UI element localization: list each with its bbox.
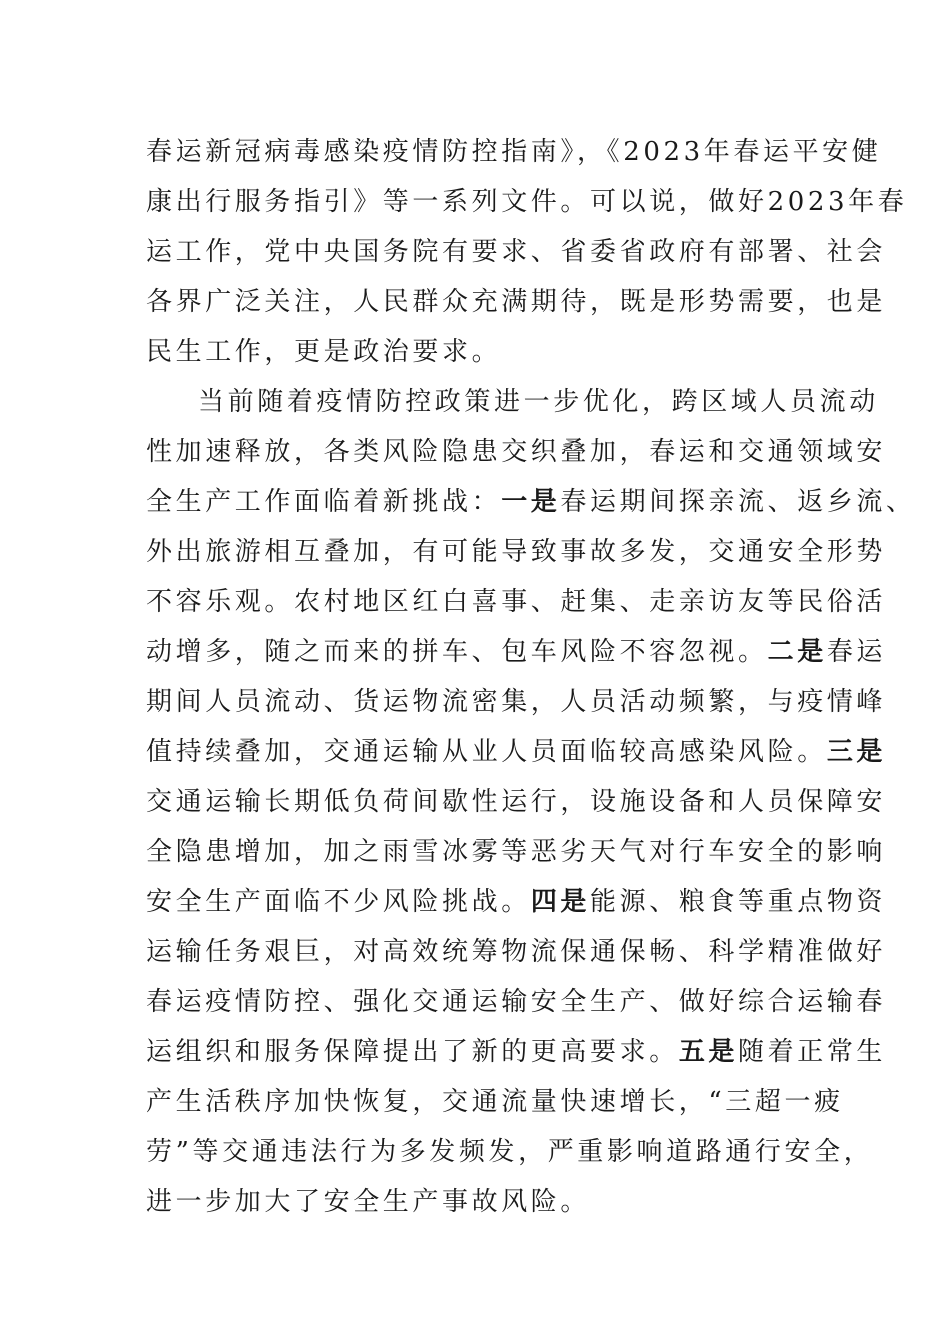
- para1-line3: 运工作，党中央国务院有要求、省委省政府有部署、社会: [146, 237, 887, 267]
- para2-line17: 进一步加大了安全生产事故风险。: [146, 1187, 591, 1217]
- para2-line8-text-a: 值持续叠加，交通运输从业人员面临较高感染风险。: [146, 737, 827, 767]
- point-four-label: 四是: [530, 887, 591, 917]
- para2-line10: 全隐患增加，加之雨雪冰雾等恶劣天气对行车安全的影响: [146, 837, 887, 867]
- point-three-label: 三是: [826, 737, 887, 767]
- point-five-label: 五是: [678, 1037, 739, 1067]
- para2-line3-text-a: 全生产工作面临着新挑战：: [146, 487, 502, 517]
- para2-line7: 期间人员流动、货运物流密集，人员活动频繁，与疫情峰: [146, 687, 887, 717]
- point-two-label: 二是: [767, 637, 827, 667]
- para2-line11-text-a: 安全生产面临不少风险挑战。: [146, 887, 531, 917]
- para2-line6-text-a: 动增多，随之而来的拼车、包车风险不容忽视。: [146, 637, 768, 667]
- para2-line5: 不容乐观。农村地区红白喜事、赶集、走亲访友等民俗活: [146, 587, 887, 617]
- para2-line2: 性加速释放，各类风险隐患交织叠加，春运和交通领域安: [146, 437, 887, 467]
- para2-line6: [146, 636, 886, 668]
- para2-line11-text-c: 能源、粮食等重点物资: [590, 887, 887, 917]
- para2-line11: [146, 886, 886, 918]
- para2-line15: 产生活秩序加快恢复，交通流量快速增长，“三超一疲: [146, 1087, 844, 1117]
- point-one-label: 一是: [501, 487, 561, 517]
- para2-line6-text-c: 春运: [826, 637, 887, 667]
- para2-line14-text-c: 随着正常生: [738, 1037, 887, 1067]
- para1-line5: 民生工作，更是政治要求。: [146, 337, 502, 367]
- para2-line3-text-c: 春运期间探亲流、返乡流、: [560, 487, 916, 517]
- para2-line16: 劳”等交通违法行为多发频发，严重影响道路通行安全，: [146, 1137, 874, 1167]
- para1-line4: 各界广泛关注，人民群众充满期待，既是形势需要，也是: [146, 287, 887, 317]
- para2-line9: 交通运输长期低负荷间歇性运行，设施设备和人员保障安: [146, 787, 887, 817]
- para1-line1: 春运新冠病毒感染疫情防控指南》，《2023年春运平安健: [146, 137, 882, 167]
- para2-line4: 外出旅游相互叠加，有可能导致事故多发，交通安全形势: [146, 537, 887, 567]
- para2-line14: [146, 1036, 886, 1068]
- para2-line3: [146, 486, 916, 518]
- para2-line1: 当前随着疫情防控政策进一步优化，跨区域人员流动: [198, 387, 879, 417]
- para2-line14-text-a: 运组织和服务保障提出了新的更高要求。: [146, 1037, 679, 1067]
- para2-line8: [146, 736, 886, 768]
- para1-line2: 康出行服务指引》等一系列文件。可以说，做好2023年春: [146, 187, 908, 217]
- para2-line13: 春运疫情防控、强化交通运输安全生产、做好综合运输春: [146, 987, 887, 1017]
- para2-line12: 运输任务艰巨，对高效统筹物流保通保畅、科学精准做好: [146, 937, 887, 967]
